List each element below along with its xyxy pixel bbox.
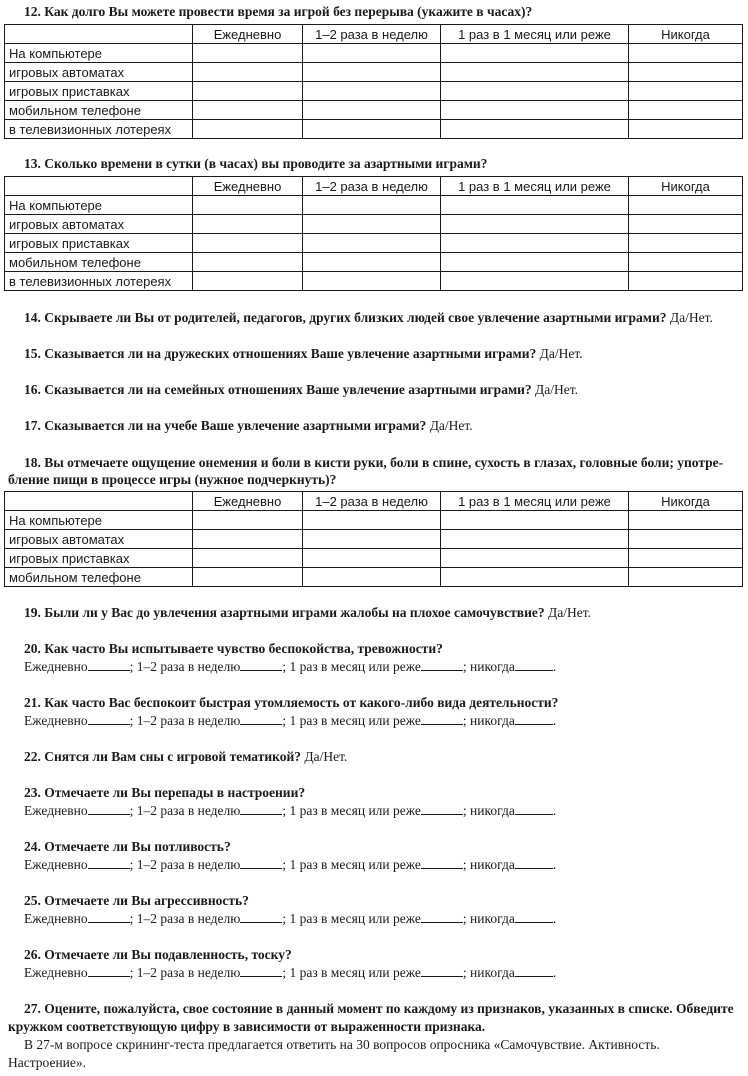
option-daily-label: Ежедневно xyxy=(24,713,88,728)
answer-cell[interactable] xyxy=(193,101,303,120)
option-never-label: ; никогда xyxy=(462,857,515,872)
question-18-line2 xyxy=(8,471,336,489)
row-label: игровых приставках xyxy=(5,82,193,101)
question-22-answer: Да/Нет. xyxy=(304,749,348,764)
question-13 xyxy=(24,155,487,173)
question-23-title: 23. Отмечаете ли Вы перепады в настроении? xyxy=(24,785,306,800)
table-row xyxy=(5,568,743,587)
option-never-label: ; никогда xyxy=(462,803,515,818)
option-never-label: ; никогда xyxy=(462,659,515,674)
table-row xyxy=(5,196,743,215)
question-13-title: 13. Сколько времени в сутки (в часах) вы проводите за азартными играми? xyxy=(24,156,488,171)
table-header-row xyxy=(5,25,743,44)
option-weekly-label: ; 1–2 раза в неделю xyxy=(129,713,241,728)
answer-cell[interactable] xyxy=(193,63,303,82)
answer-cell[interactable] xyxy=(629,101,743,120)
question-19 xyxy=(24,604,591,622)
answer-cell[interactable] xyxy=(193,234,303,253)
question-23-options xyxy=(24,802,556,820)
question-24-title: 24. Отмечаете ли Вы потливость? xyxy=(24,839,231,854)
answer-cell[interactable] xyxy=(303,253,441,272)
table-row xyxy=(5,549,743,568)
row-label: мобильном телефоне xyxy=(5,568,193,587)
question-27-text: 27. Оцените, пожалуйста, свое состояние в данный момент по каждому из признаков, указанных в списке. Обведите кружком соответствующую цифру в зависимости от выраженности признака. xyxy=(8,1001,734,1034)
option-monthly-blank[interactable] xyxy=(421,964,463,977)
question-21-title: 21. Как часто Вас беспокоит быстрая утомляемость от какого-либо вида деятельности? xyxy=(24,695,559,710)
row-label: игровых приставках xyxy=(5,234,193,253)
option-monthly-label: ; 1 раз в месяц или реже xyxy=(282,911,421,926)
column-header: Никогда xyxy=(629,177,743,196)
answer-cell[interactable] xyxy=(629,234,743,253)
question-18-line1 xyxy=(24,454,723,472)
question-24 xyxy=(24,838,231,856)
column-header: Ежедневно xyxy=(193,177,303,196)
answer-cell[interactable] xyxy=(441,101,629,120)
answer-cell[interactable] xyxy=(441,63,629,82)
answer-cell[interactable] xyxy=(193,196,303,215)
row-label: в телевизионных лотереях xyxy=(5,120,193,139)
table-header-row xyxy=(5,492,743,511)
question-19-answer: Да/Нет. xyxy=(548,605,591,620)
option-never-label: ; никогда xyxy=(462,911,515,926)
question-17-title: 17. Сказывается ли на учебе Ваше увлечение азартными играми? xyxy=(24,418,427,433)
question-26 xyxy=(24,946,292,964)
question-17-answer: Да/Нет. xyxy=(429,418,473,433)
question-25 xyxy=(24,892,249,910)
answer-cell[interactable] xyxy=(629,272,743,291)
option-weekly-label: ; 1–2 раза в неделю xyxy=(129,659,241,674)
option-daily-label: Ежедневно xyxy=(24,803,88,818)
answer-cell[interactable] xyxy=(193,568,303,587)
option-monthly-label: ; 1 раз в месяц или реже xyxy=(282,857,421,872)
column-header: 1–2 раза в неделю xyxy=(303,492,441,511)
answer-cell[interactable] xyxy=(629,63,743,82)
option-weekly-label: ; 1–2 раза в неделю xyxy=(129,857,241,872)
options-end: . xyxy=(552,713,557,728)
answer-cell[interactable] xyxy=(193,530,303,549)
question-16-answer: Да/Нет. xyxy=(535,382,578,397)
option-never-blank[interactable] xyxy=(515,658,553,671)
options-end: . xyxy=(552,659,557,674)
answer-cell[interactable] xyxy=(303,196,441,215)
answer-cell[interactable] xyxy=(303,82,441,101)
option-never-blank[interactable] xyxy=(515,802,553,815)
question-18-title-line1: 18. Вы отмечаете ощущение онемения и боли в кисти руки, боли в спине, сухость в глазах, головные боли; употре- xyxy=(24,455,724,470)
answer-cell[interactable] xyxy=(193,272,303,291)
answer-cell[interactable] xyxy=(441,272,629,291)
question-16 xyxy=(24,381,578,399)
answer-cell[interactable] xyxy=(441,568,629,587)
question-16-title: 16. Сказывается ли на семейных отношениях Ваше увлечение азартными играми? xyxy=(24,382,532,397)
table-row xyxy=(5,215,743,234)
question-22-title: 22. Снятся ли Вам сны с игровой тематикой? xyxy=(24,749,302,764)
row-label: мобильном телефоне xyxy=(5,101,193,120)
options-end: . xyxy=(552,911,557,926)
row-label: игровых автоматах xyxy=(5,530,193,549)
row-label: На компьютере xyxy=(5,44,193,63)
option-weekly-label: ; 1–2 раза в неделю xyxy=(129,911,241,926)
column-header xyxy=(5,492,193,511)
answer-cell[interactable] xyxy=(629,549,743,568)
column-header: Никогда xyxy=(629,492,743,511)
answer-cell[interactable] xyxy=(629,568,743,587)
answer-cell[interactable] xyxy=(629,44,743,63)
table-row xyxy=(5,63,743,82)
options-end: . xyxy=(552,965,557,980)
option-daily-blank[interactable] xyxy=(88,802,130,815)
option-daily-blank[interactable] xyxy=(88,964,130,977)
answer-cell[interactable] xyxy=(441,530,629,549)
option-daily-blank[interactable] xyxy=(88,856,130,869)
answer-cell[interactable] xyxy=(193,511,303,530)
row-label: игровых автоматах xyxy=(5,215,193,234)
option-monthly-label: ; 1 раз в месяц или реже xyxy=(282,965,421,980)
table-row xyxy=(5,101,743,120)
option-never-blank[interactable] xyxy=(515,910,553,923)
table-row xyxy=(5,234,743,253)
question-18-title-line2: бление пищи в процессе игры (нужное подчеркнуть)? xyxy=(8,472,337,487)
answer-cell[interactable] xyxy=(303,44,441,63)
option-never-label: ; никогда xyxy=(462,965,515,980)
table-q13 xyxy=(4,176,743,291)
answer-cell[interactable] xyxy=(193,44,303,63)
question-21-options xyxy=(24,712,556,730)
table-row xyxy=(5,511,743,530)
answer-cell[interactable] xyxy=(303,63,441,82)
table-row xyxy=(5,44,743,63)
option-monthly-blank[interactable] xyxy=(421,910,463,923)
row-label: игровых автоматах xyxy=(5,63,193,82)
answer-cell[interactable] xyxy=(441,196,629,215)
explanatory-note-text: В 27-м вопросе скрининг-теста предлагается ответить на 30 вопросов опросника «Самочувствие. Активность. Настроение». xyxy=(8,1037,660,1070)
question-17 xyxy=(24,417,473,435)
column-header xyxy=(5,25,193,44)
option-weekly-blank[interactable] xyxy=(240,802,282,815)
row-label: На компьютере xyxy=(5,196,193,215)
column-header: 1 раз в 1 месяц или реже xyxy=(441,25,629,44)
answer-cell[interactable] xyxy=(441,234,629,253)
option-weekly-blank[interactable] xyxy=(240,964,282,977)
option-daily-label: Ежедневно xyxy=(24,965,88,980)
option-daily-blank[interactable] xyxy=(88,712,130,725)
question-15 xyxy=(24,345,583,363)
option-daily-label: Ежедневно xyxy=(24,659,88,674)
answer-cell[interactable] xyxy=(629,253,743,272)
answer-cell[interactable] xyxy=(303,272,441,291)
table-q18 xyxy=(4,491,743,587)
option-daily-blank[interactable] xyxy=(88,658,130,671)
option-weekly-blank[interactable] xyxy=(240,910,282,923)
answer-cell[interactable] xyxy=(441,215,629,234)
table-row xyxy=(5,82,743,101)
answer-cell[interactable] xyxy=(629,196,743,215)
question-19-title: 19. Были ли у Вас до увлечения азартными играми жалобы на плохое самочувствие? xyxy=(24,605,545,620)
question-15-answer: Да/Нет. xyxy=(539,346,583,361)
answer-cell[interactable] xyxy=(303,568,441,587)
answer-cell[interactable] xyxy=(629,120,743,139)
column-header: 1–2 раза в неделю xyxy=(303,177,441,196)
question-21 xyxy=(24,694,558,712)
answer-cell[interactable] xyxy=(441,44,629,63)
column-header: 1–2 раза в неделю xyxy=(303,25,441,44)
answer-cell[interactable] xyxy=(303,101,441,120)
question-12 xyxy=(24,3,532,21)
option-monthly-label: ; 1 раз в месяц или реже xyxy=(282,713,421,728)
question-23 xyxy=(24,784,305,802)
column-header: Ежедневно xyxy=(193,25,303,44)
question-26-title: 26. Отмечаете ли Вы подавленность, тоску? xyxy=(24,947,292,962)
question-12-title: 12. Как долго Вы можете провести время за игрой без перерыва (укажите в часах)? xyxy=(24,4,533,19)
table-row xyxy=(5,272,743,291)
table-row xyxy=(5,530,743,549)
option-monthly-blank[interactable] xyxy=(421,802,463,815)
answer-cell[interactable] xyxy=(193,82,303,101)
column-header: Ежедневно xyxy=(193,492,303,511)
answer-cell[interactable] xyxy=(441,120,629,139)
answer-cell[interactable] xyxy=(303,234,441,253)
question-14-answer: Да/Нет. xyxy=(669,310,713,325)
option-weekly-label: ; 1–2 раза в неделю xyxy=(129,803,241,818)
answer-cell[interactable] xyxy=(441,82,629,101)
answer-cell[interactable] xyxy=(303,215,441,234)
row-label: игровых приставках xyxy=(5,549,193,568)
answer-cell[interactable] xyxy=(193,253,303,272)
option-monthly-label: ; 1 раз в месяц или реже xyxy=(282,803,421,818)
answer-cell[interactable] xyxy=(441,253,629,272)
option-daily-label: Ежедневно xyxy=(24,857,88,872)
question-14 xyxy=(24,309,713,327)
answer-cell[interactable] xyxy=(193,549,303,568)
answer-cell[interactable] xyxy=(303,549,441,568)
table-q12 xyxy=(4,24,743,139)
answer-cell[interactable] xyxy=(193,120,303,139)
option-never-blank[interactable] xyxy=(515,964,553,977)
column-header: 1 раз в 1 месяц или реже xyxy=(441,492,629,511)
answer-cell[interactable] xyxy=(193,215,303,234)
option-never-blank[interactable] xyxy=(515,856,553,869)
explanatory-note xyxy=(8,1036,740,1072)
option-monthly-blank[interactable] xyxy=(421,856,463,869)
answer-cell[interactable] xyxy=(629,511,743,530)
question-22 xyxy=(24,748,347,766)
question-20-options xyxy=(24,658,556,676)
option-daily-blank[interactable] xyxy=(88,910,130,923)
question-25-title: 25. Отмечаете ли Вы агрессивность? xyxy=(24,893,249,908)
answer-cell[interactable] xyxy=(629,215,743,234)
option-never-blank[interactable] xyxy=(515,712,553,725)
question-26-options xyxy=(24,964,556,982)
row-label: в телевизионных лотереях xyxy=(5,272,193,291)
question-25-options xyxy=(24,910,556,928)
option-weekly-blank[interactable] xyxy=(240,658,282,671)
answer-cell[interactable] xyxy=(441,511,629,530)
options-end: . xyxy=(552,803,557,818)
column-header: 1 раз в 1 месяц или реже xyxy=(441,177,629,196)
table-row xyxy=(5,253,743,272)
column-header xyxy=(5,177,193,196)
answer-cell[interactable] xyxy=(303,530,441,549)
answer-cell[interactable] xyxy=(629,530,743,549)
table-row xyxy=(5,120,743,139)
option-weekly-label: ; 1–2 раза в неделю xyxy=(129,965,241,980)
question-15-title: 15. Сказывается ли на дружеских отношениях Ваше увлечение азартными играми? xyxy=(24,346,537,361)
answer-cell[interactable] xyxy=(629,82,743,101)
option-monthly-blank[interactable] xyxy=(421,712,463,725)
table-header-row xyxy=(5,177,743,196)
option-weekly-blank[interactable] xyxy=(240,712,282,725)
row-label: мобильном телефоне xyxy=(5,253,193,272)
option-daily-label: Ежедневно xyxy=(24,911,88,926)
option-never-label: ; никогда xyxy=(462,713,515,728)
option-monthly-label: ; 1 раз в месяц или реже xyxy=(282,659,421,674)
question-27 xyxy=(8,1000,740,1036)
question-14-title: 14. Скрываете ли Вы от родителей, педагогов, других близких людей свое увлечение азартными играми? xyxy=(24,310,667,325)
row-label: На компьютере xyxy=(5,511,193,530)
column-header: Никогда xyxy=(629,25,743,44)
answer-cell[interactable] xyxy=(303,511,441,530)
answer-cell[interactable] xyxy=(303,120,441,139)
question-20-title: 20. Как часто Вы испытываете чувство беспокойства, тревожности? xyxy=(24,641,443,656)
question-24-options xyxy=(24,856,556,874)
option-monthly-blank[interactable] xyxy=(421,658,463,671)
option-weekly-blank[interactable] xyxy=(240,856,282,869)
question-20 xyxy=(24,640,443,658)
options-end: . xyxy=(552,857,557,872)
answer-cell[interactable] xyxy=(441,549,629,568)
